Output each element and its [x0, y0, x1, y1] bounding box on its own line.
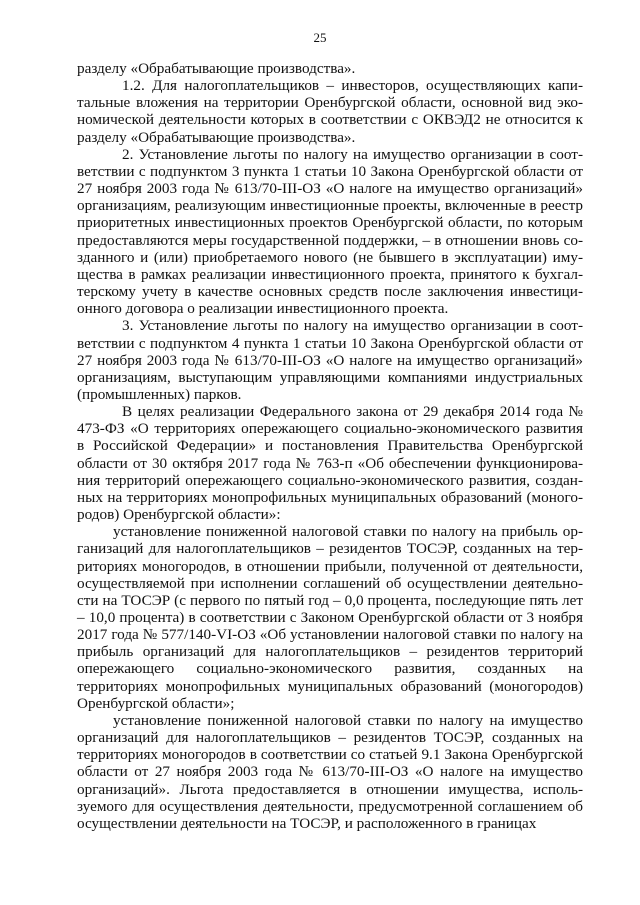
paragraph: установление пониженной налоговой ставки по налогу на прибыль организаций для налогоплательщиков – резидентов ТОСЭР, созданных на территориях моногородов, в отношении прибыли, полученной от деятельности, осуществляемой при исполнении соглашений об осуществлении деятельности на ТОСЭР (с первого по пятый год – 0,0 процента, последующие пять лет – 10,0 процента) в соответствии с Законом Оренбургской области от 3 ноября 2017 года № 577/140-VI-ОЗ «Об установлении налоговой ставки по налогу на прибыль организаций для налогоплательщиков – резидентов территорий опережающего социально-экономического развития, созданных на территориях монопрофильных муниципальных образований (моногородов) Оренбургской области»;	[77, 523, 583, 712]
page-number: 25	[313, 30, 327, 45]
paragraph: 1.2. Для налогоплательщиков – инвесторов, осуществляющих капитальные вложения на территории Оренбургской области, основной вид экономической деятельности которых в соответствии с ОКВЭД2 не относится к разделу «Обрабатывающие производства».	[77, 77, 583, 146]
paragraph: разделу «Обрабатывающие производства».	[77, 60, 356, 77]
paragraph: 2. Установление льготы по налогу на имущество организации в соответствии с подпунктом 3 пункта 1 статьи 10 Закона Оренбургской области от 27 ноября 2003 года № 613/70-III-ОЗ «О налоге на имущество организаций» организациям, реализующим инвестиционные проекты, включенные в реестр приоритетных инвестиционных проектов Оренбургской области, по которым предоставляются меры государственной поддержки, – в отношении вновь созданного и (или) приобретаемого нового (не бывшего в эксплуатации) имущества в рамках реализации инвестиционного проекта, принятого к бухгалтерскому учету в качестве основных средств после заключения инвестиционного договора о реализации инвестиционного проекта.	[77, 145, 583, 318]
document-body	[77, 60, 583, 832]
paragraph: 3. Установление льготы по налогу на имущество организации в соответствии с подпунктом 4 пункта 1 статьи 10 Закона Оренбургской области от 27 ноября 2003 года № 613/70-III-ОЗ «О налоге на имущество организаций» организациям, выступающим управляющими компаниями индустриальных (промышленных) парков.	[77, 317, 583, 403]
paragraph: В целях реализации Федерального закона от 29 декабря 2014 года № 473-ФЗ «О территориях опережающего социально-экономического развития в Российской Федерации» и постановления Правительства Оренбургской области от 30 октября 2017 года № 763-п «Об обеспечении функционирования территорий опережающего социально-экономического развития, созданных на территориях монопрофильных муниципальных образований (моногородов) Оренбургской области»:	[77, 403, 583, 524]
paragraph: установление пониженной налоговой ставки по налогу на имущество организаций для налогоплательщиков – резидентов ТОСЭР, созданных на территориях моногородов в соответствии со статьей 9.1 Закона Оренбургской области от 27 ноября 2003 года № 613/70-III-ОЗ «О налоге на имущество организаций». Льгота предоставляется в отношении имущества, используемого для осуществления деятельности, предусмотренной соглашением об осуществлении деятельности на ТОСЭР, и расположенного в границах	[77, 711, 583, 832]
